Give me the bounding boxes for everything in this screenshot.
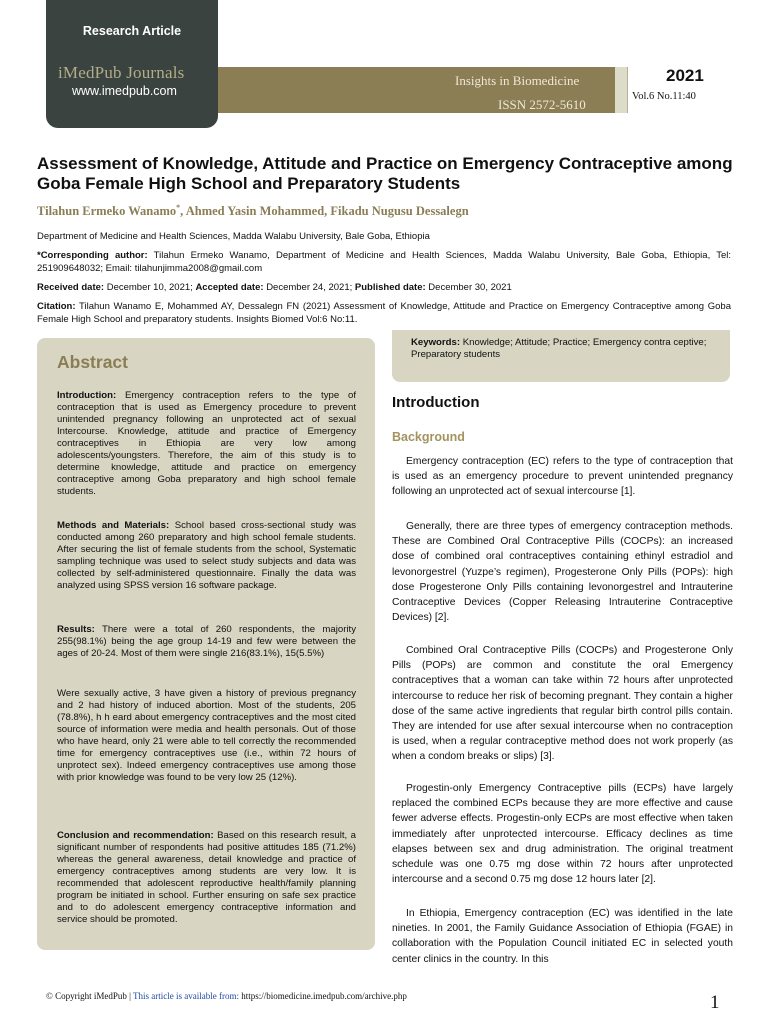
abstract-heading: Abstract <box>57 352 128 372</box>
correspondence <box>37 249 731 275</box>
keywords-text: Knowledge; Attitude; Practice; Emergency contra ceptive; Preparatory students <box>411 337 707 360</box>
correspondence-label: *Corresponding author: <box>37 250 148 261</box>
published-date: December 30, 2021 <box>428 282 512 293</box>
banner-end-cap <box>615 67 627 113</box>
corresponding-mark: * <box>176 203 181 212</box>
intro-paragraph-5: In Ethiopia, Emergency contraception (EC) was identified in the late nineties. In 2001, the Family Guidance Association of Ethiopia (FGAE) in collaboration with the Population Council initiated EC in selected youth center clinics in the country. In this <box>392 908 733 965</box>
abstract-intro-label: Introduction: <box>57 390 117 401</box>
intro-paragraph-2: Generally, there are three types of emergency contraception methods. These are Combined Oral Contraceptive Pills (COCPs): an increased dose of combined oral contraceptives containing ethinyl estradiol and levonorgestrel (Yuzpe’s regimen), Progesterone Only Pills (POPs): high dose Progesterone Only Pills containing levonorgestrel and Intrauterine Contraceptive Devices (Copper Releasing Intrauterine Contraceptive Devices) [2]. <box>392 521 733 624</box>
abstract-methods-label: Methods and Materials: <box>57 520 170 531</box>
background-subheading: Background <box>392 430 465 444</box>
correspondence-text: Tilahun Ermeko Wanamo, Department of Medicine and Health Sciences, Madda Walabu University, Bale Goba, Ethiopia, Tel: 251909648032; Email: tilahunjimma2008@gmail.com <box>37 250 731 274</box>
abstract-methods <box>57 520 356 592</box>
journal-issn: ISSN 2572-5610 <box>498 97 586 112</box>
affiliation: Department of Medicine and Health Sciences, Madda Walabu University, Bale Goba, Ethiopia <box>37 231 430 242</box>
author-others: , Ahmed Yasin Mohammed, Fikadu Nugusu Dessalegn <box>180 204 469 219</box>
author-list <box>37 203 469 219</box>
page-number: 1 <box>710 992 720 1013</box>
publication-year: 2021 <box>666 66 704 85</box>
abstract-methods-text: School based cross-sectional study was conducted among 260 preparatory and high school female students. After securing the list of female students from the school, Systematic sampling technique was used to select study subjects and data was collected by self-administered questionnaire. Finally the data was analyzed using SPSS version 16 software package. <box>57 520 356 591</box>
published-label: Published date: <box>354 282 426 293</box>
abstract-introduction <box>57 390 356 498</box>
abstract-results-label: Results: <box>57 624 95 635</box>
abstract-results-text: There were a total of 260 respondents, the majority 255(98.1%) being the age group 14-19 and few were between the ages of 20-24. Most of them were single 216(83.1%), 15(5.5%) <box>57 624 357 659</box>
intro-paragraph-1: Emergency contraception (EC) refers to the type of contraception that is used as an emergency procedure to prevent unintended pregnancy following an unprotected act of sexual intercourse [1]. <box>392 456 733 498</box>
volume-issue: Vol.6 No.11:40 <box>632 91 696 102</box>
abstract-intro-text: Emergency contraception refers to the type of contraception that is used as Emergency procedure to prevent unintended pregnancy following an unprotected act of sexual Intercourse. Knowledge, attitude and practice of Emergency contraceptives in Ethiopia are very low among adolescents/youngsters. Therefore, the aim of this study is to determine knowledge, attitude and practice on emergency contraceptive among Goba preparatory and high school female students. <box>57 390 356 497</box>
introduction-heading: Introduction <box>392 394 480 411</box>
received-date: December 10, 2021; <box>106 282 193 293</box>
intro-paragraph-4: Progestin-only Emergency Contraceptive pills (ECPs) have largely replaced the combined ECPs because they are more effective and cause fewer adverse effects. Progestin-only ECPs are most effective when taken immediately after unprotected intercourse. Efficacy declines as time elapses between sex and drug administration. The original treatment schedule was one 0.75 mg dose within 72 hours after unprotected intercourse and a second 0.75 mg dose 12 hours later [2]. <box>392 783 733 886</box>
copyright-text: © Copyright iMedPub | <box>46 991 133 1001</box>
citation <box>37 300 731 326</box>
author-primary: Tilahun Ermeko Wanamo <box>37 204 177 219</box>
citation-label: Citation: <box>37 301 76 312</box>
page-footer <box>46 991 407 1001</box>
abstract-results <box>57 624 356 660</box>
intro-paragraph-3: Combined Oral Contraceptive Pills (COCPs) and Progesterone Only Pills (POPs) are common and constitute the oral Emergency contraceptives that a woman can take within 72 hours after unprotected intercourse to reduce her risk of becoming pregnant. They contain a higher dose of the same active ingredients that regular birth control pills contain. They are intended for use after sexual intercourse when no contraception is used, when a regular contraceptive method does not work properly (as when a condom breaks or slips) [3]. <box>392 645 733 763</box>
journal-name: iMedPub Journals <box>58 63 185 82</box>
accepted-date: December 24, 2021; <box>266 282 353 293</box>
journal-title: Insights in Biomedicine <box>455 73 580 88</box>
abstract-conclusion-label: Conclusion and recommendation: <box>57 830 214 841</box>
received-label: Received date: <box>37 282 105 293</box>
abstract-conclusion-text: Based on this research result, a significant number of respondents had positive attitudes 185 (71.2%) whereas the general awareness, detail knowledge and practice of emergency contraceptives among students are very low. It is recommended that adolescent reproductive health/family planning program be initiated in school. Further ensuring on safe sex practice and to do adolescent emergency contraceptive information and service should be promoted. <box>57 830 356 925</box>
article-title: Assessment of Knowledge, Attitude and Practice on Emergency Contraceptive among Goba Female High School and Preparatory Students <box>37 154 733 193</box>
archive-url-link[interactable]: https://biomedicine.imedpub.com/archive.php <box>238 991 407 1001</box>
abstract-results-continued: Were sexually active, 3 have given a history of previous pregnancy and 2 had history of induced abortion. Most of the students, 205 (78.8%), h h eard about emergency contraceptives and the most cited source of information were media and health personals. Out of those who have heard, only 21 were able to tell correctly the recommended time for emergency contraceptives use (i.e., within 72 hours of unprotect sex). Indeed emergency contraceptives use among those with prior knowledge was found to be very low 25 (12%). <box>57 688 356 783</box>
citation-text: Tilahun Wanamo E, Mohammed AY, Dessalegn FN (2021) Assessment of Knowledge, Attitude and Practice on Emergency Contraceptive among Goba Female High School and preparatory students. Insights Biomed Vol:6 No:11. <box>37 301 731 325</box>
banner-divider <box>627 67 628 113</box>
availability-label: This article is available from: <box>132 991 239 1001</box>
keywords-label: Keywords: <box>411 337 461 348</box>
accepted-label: Accepted date: <box>195 282 264 293</box>
article-type-label: Research Article <box>82 24 182 38</box>
article-dates <box>37 281 731 294</box>
abstract-conclusion <box>57 830 356 926</box>
journal-url-link[interactable]: www.imedpub.com <box>72 84 177 98</box>
keywords <box>411 337 716 361</box>
